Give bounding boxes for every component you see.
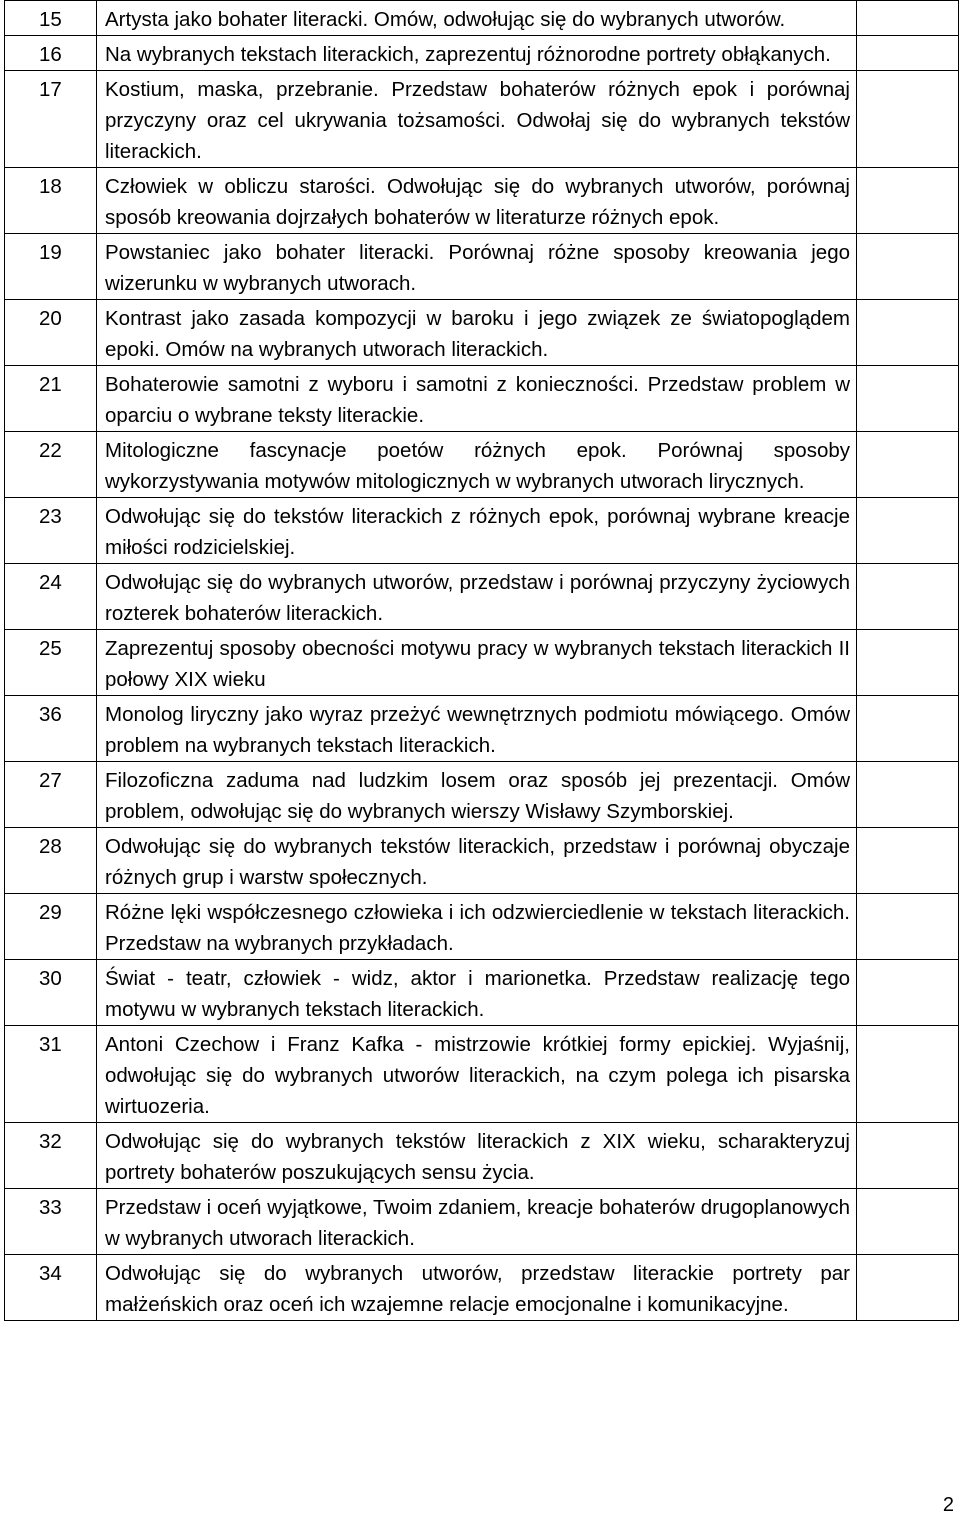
- empty-cell: [857, 630, 959, 696]
- page-number: 2: [942, 1494, 954, 1516]
- topic-number: 23: [5, 498, 97, 564]
- topic-number: 16: [5, 36, 97, 71]
- table-row: [5, 234, 959, 300]
- topic-number: 24: [5, 564, 97, 630]
- table-row: [5, 894, 959, 960]
- table-row: [5, 828, 959, 894]
- empty-cell: [857, 498, 959, 564]
- table-row: [5, 1026, 959, 1123]
- table-row: [5, 696, 959, 762]
- table-row: [5, 300, 959, 366]
- table-row: [5, 1, 959, 36]
- empty-cell: [857, 1189, 959, 1255]
- table-row: [5, 432, 959, 498]
- topic-number: 21: [5, 366, 97, 432]
- topic-number: 25: [5, 630, 97, 696]
- topics-table: [4, 0, 959, 1321]
- table-row: [5, 762, 959, 828]
- topic-number: 22: [5, 432, 97, 498]
- topic-text: Przedstaw i oceń wyjątkowe, Twoim zdaniem, kreacje bohaterów drugoplanowych w wybranych utworach literackich.: [97, 1189, 857, 1255]
- topic-number: 33: [5, 1189, 97, 1255]
- topic-number: 32: [5, 1123, 97, 1189]
- empty-cell: [857, 762, 959, 828]
- empty-cell: [857, 696, 959, 762]
- topic-text: Artysta jako bohater literacki. Omów, odwołując się do wybranych utworów.: [97, 1, 857, 36]
- topic-number: 36: [5, 696, 97, 762]
- topic-number: 20: [5, 300, 97, 366]
- empty-cell: [857, 1123, 959, 1189]
- topic-number: 28: [5, 828, 97, 894]
- topic-text: Kontrast jako zasada kompozycji w baroku i jego związek ze światopoglądem epoki. Omów na wybranych utworach literackich.: [97, 300, 857, 366]
- empty-cell: [857, 36, 959, 71]
- topic-text: Mitologiczne fascynacje poetów różnych epok. Porównaj sposoby wykorzystywania motywów mitologicznych w wybranych utworach lirycznych.: [97, 432, 857, 498]
- table-row: [5, 36, 959, 71]
- topic-text: Świat - teatr, człowiek - widz, aktor i marionetka. Przedstaw realizację tego motywu w wybranych tekstach literackich.: [97, 960, 857, 1026]
- table-row: [5, 1255, 959, 1321]
- empty-cell: [857, 234, 959, 300]
- topic-number: 29: [5, 894, 97, 960]
- topic-number: 27: [5, 762, 97, 828]
- table-row: [5, 564, 959, 630]
- topic-text: Kostium, maska, przebranie. Przedstaw bohaterów różnych epok i porównaj przyczyny oraz cel ukrywania tożsamości. Odwołaj się do wybranych tekstów literackich.: [97, 71, 857, 168]
- empty-cell: [857, 1255, 959, 1321]
- topic-text: Odwołując się do tekstów literackich z różnych epok, porównaj wybrane kreacje miłości rodzicielskiej.: [97, 498, 857, 564]
- empty-cell: [857, 960, 959, 1026]
- empty-cell: [857, 1, 959, 36]
- topic-text: Odwołując się do wybranych tekstów literackich z XIX wieku, scharakteryzuj portrety bohaterów poszukujących sensu życia.: [97, 1123, 857, 1189]
- table-row: [5, 168, 959, 234]
- empty-cell: [857, 300, 959, 366]
- topic-text: Zaprezentuj sposoby obecności motywu pracy w wybranych tekstach literackich II połowy XIX wieku: [97, 630, 857, 696]
- empty-cell: [857, 564, 959, 630]
- topic-text: Antoni Czechow i Franz Kafka - mistrzowie krótkiej formy epickiej. Wyjaśnij, odwołując się do wybranych utworów literackich, na czym polega ich pisarska wirtuozeria.: [97, 1026, 857, 1123]
- table-row: [5, 71, 959, 168]
- topic-text: Różne lęki współczesnego człowieka i ich odzwierciedlenie w tekstach literackich. Przedstaw na wybranych przykładach.: [97, 894, 857, 960]
- empty-cell: [857, 828, 959, 894]
- topics-table-body: [5, 1, 959, 1321]
- topic-number: 30: [5, 960, 97, 1026]
- table-row: [5, 630, 959, 696]
- table-row: [5, 1189, 959, 1255]
- topic-text: Bohaterowie samotni z wyboru i samotni z konieczności. Przedstaw problem w oparciu o wybrane teksty literackie.: [97, 366, 857, 432]
- topic-text: Powstaniec jako bohater literacki. Porównaj różne sposoby kreowania jego wizerunku w wybranych utworach.: [97, 234, 857, 300]
- topic-number: 31: [5, 1026, 97, 1123]
- empty-cell: [857, 894, 959, 960]
- table-row: [5, 498, 959, 564]
- topic-text: Na wybranych tekstach literackich, zaprezentuj różnorodne portrety obłąkanych.: [97, 36, 857, 71]
- topic-text: Odwołując się do wybranych utworów, przedstaw i porównaj przyczyny życiowych rozterek bohaterów literackich.: [97, 564, 857, 630]
- topic-number: 17: [5, 71, 97, 168]
- topic-number: 19: [5, 234, 97, 300]
- empty-cell: [857, 168, 959, 234]
- empty-cell: [857, 1026, 959, 1123]
- topic-number: 18: [5, 168, 97, 234]
- empty-cell: [857, 432, 959, 498]
- table-row: [5, 960, 959, 1026]
- topic-text: Odwołując się do wybranych tekstów literackich, przedstaw i porównaj obyczaje różnych grup i warstw społecznych.: [97, 828, 857, 894]
- topic-number: 34: [5, 1255, 97, 1321]
- table-row: [5, 366, 959, 432]
- topic-text: Filozoficzna zaduma nad ludzkim losem oraz sposób jej prezentacji. Omów problem, odwołując się do wybranych wierszy Wisławy Szymborskiej.: [97, 762, 857, 828]
- table-row: [5, 1123, 959, 1189]
- topic-text: Człowiek w obliczu starości. Odwołując się do wybranych utworów, porównaj sposób kreowania dojrzałych bohaterów w literaturze różnych epok.: [97, 168, 857, 234]
- empty-cell: [857, 366, 959, 432]
- topic-text: Odwołując się do wybranych utworów, przedstaw literackie portrety par małżeńskich oraz oceń ich wzajemne relacje emocjonalne i komunikacyjne.: [97, 1255, 857, 1321]
- topic-text: Monolog liryczny jako wyraz przeżyć wewnętrznych podmiotu mówiącego. Omów problem na wybranych tekstach literackich.: [97, 696, 857, 762]
- topic-number: 15: [5, 1, 97, 36]
- empty-cell: [857, 71, 959, 168]
